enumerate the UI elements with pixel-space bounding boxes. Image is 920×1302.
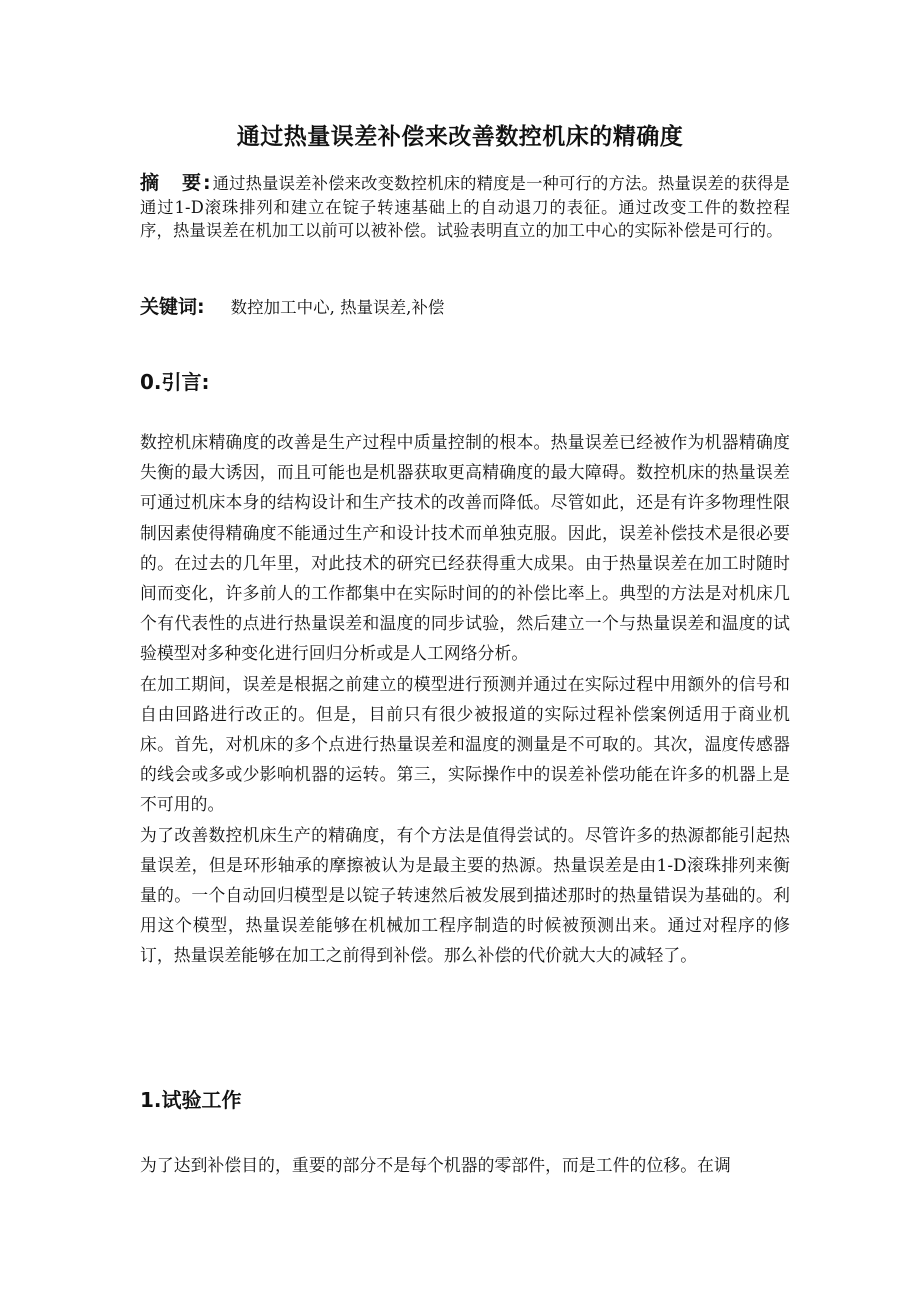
paragraph: 为了达到补偿目的，重要的部分不是每个机器的零部件，而是工件的位移。在调 xyxy=(140,1155,731,1175)
abstract-label: 摘 要: xyxy=(140,172,213,194)
abstract xyxy=(140,172,790,243)
section-heading-experiment: 1.试验工作 xyxy=(140,1088,242,1112)
paragraph: 在加工期间，误差是根据之前建立的模型进行预测并通过在实际过程中用额外的信号和自由回路进行改正的。但是，目前只有很少被报道的实际过程补偿案例适用于商业机床。首先，对机床的多个点进行热量误差和温度的测量是不可取的。其次，温度传感器的线会或多或少影响机器的运转。第三，实际操作中的误差补偿功能在许多的机器上是不可用的。 xyxy=(140,673,790,815)
keywords xyxy=(140,292,790,319)
keywords-label: 关键词: xyxy=(140,296,205,318)
section-heading-introduction: 0.引言: xyxy=(140,370,210,394)
experiment-body xyxy=(140,1150,790,1180)
paragraph: 数控机床精确度的改善是生产过程中质量控制的根本。热量误差已经被作为机器精确度失衡的最大诱因，而且可能也是机器获取更高精确度的最大障碍。数控机床的热量误差可通过机床本身的结构设计和生产技术的改善而降低。尽管如此，还是有许多物理性限制因素使得精确度不能通过生产和设计技术而单独克服。因此，误差补偿技术是很必要的。在过去的几年里，对此技术的研究已经获得重大成果。由于热量误差在加工时随时间而变化，许多前人的工作都集中在实际时间的的补偿比率上。典型的方法是对机床几个有代表性的点进行热量误差和温度的同步试验，然后建立一个与热量误差和温度的试验模型对多种变化进行回归分析或是人工网络分析。 xyxy=(140,432,790,664)
keywords-text: 数控加工中心, 热量误差,补偿 xyxy=(230,298,445,317)
paragraph: 为了改善数控机床生产的精确度，有个方法是值得尝试的。尽管许多的热源都能引起热量误差，但是环形轴承的摩擦被认为是最主要的热源。热量误差是由1-D滚珠排列来衡量的。一个自动回归模型是以锭子转速然后被发展到描述那时的热量错误为基础的。利用这个模型，热量误差能够在机械加工程序制造的时候被预测出来。通过对程序的修订，热量误差能够在加工之前得到补偿。那么补偿的代价就大大的减轻了。 xyxy=(140,824,790,966)
document-title: 通过热量误差补偿来改善数控机床的精确度 xyxy=(236,124,684,150)
abstract-text: 通过热量误差补偿来改变数控机床的精度是一种可行的方法。热量误差的获得是通过1-D滚珠排列和建立在锭子转速基础上的自动退刀的表征。通过改变工件的数控程序，热量误差在机加工以前可以被补偿。试验表明直立的加工中心的实际补偿是可行的。 xyxy=(140,174,790,240)
introduction-body xyxy=(140,427,790,971)
